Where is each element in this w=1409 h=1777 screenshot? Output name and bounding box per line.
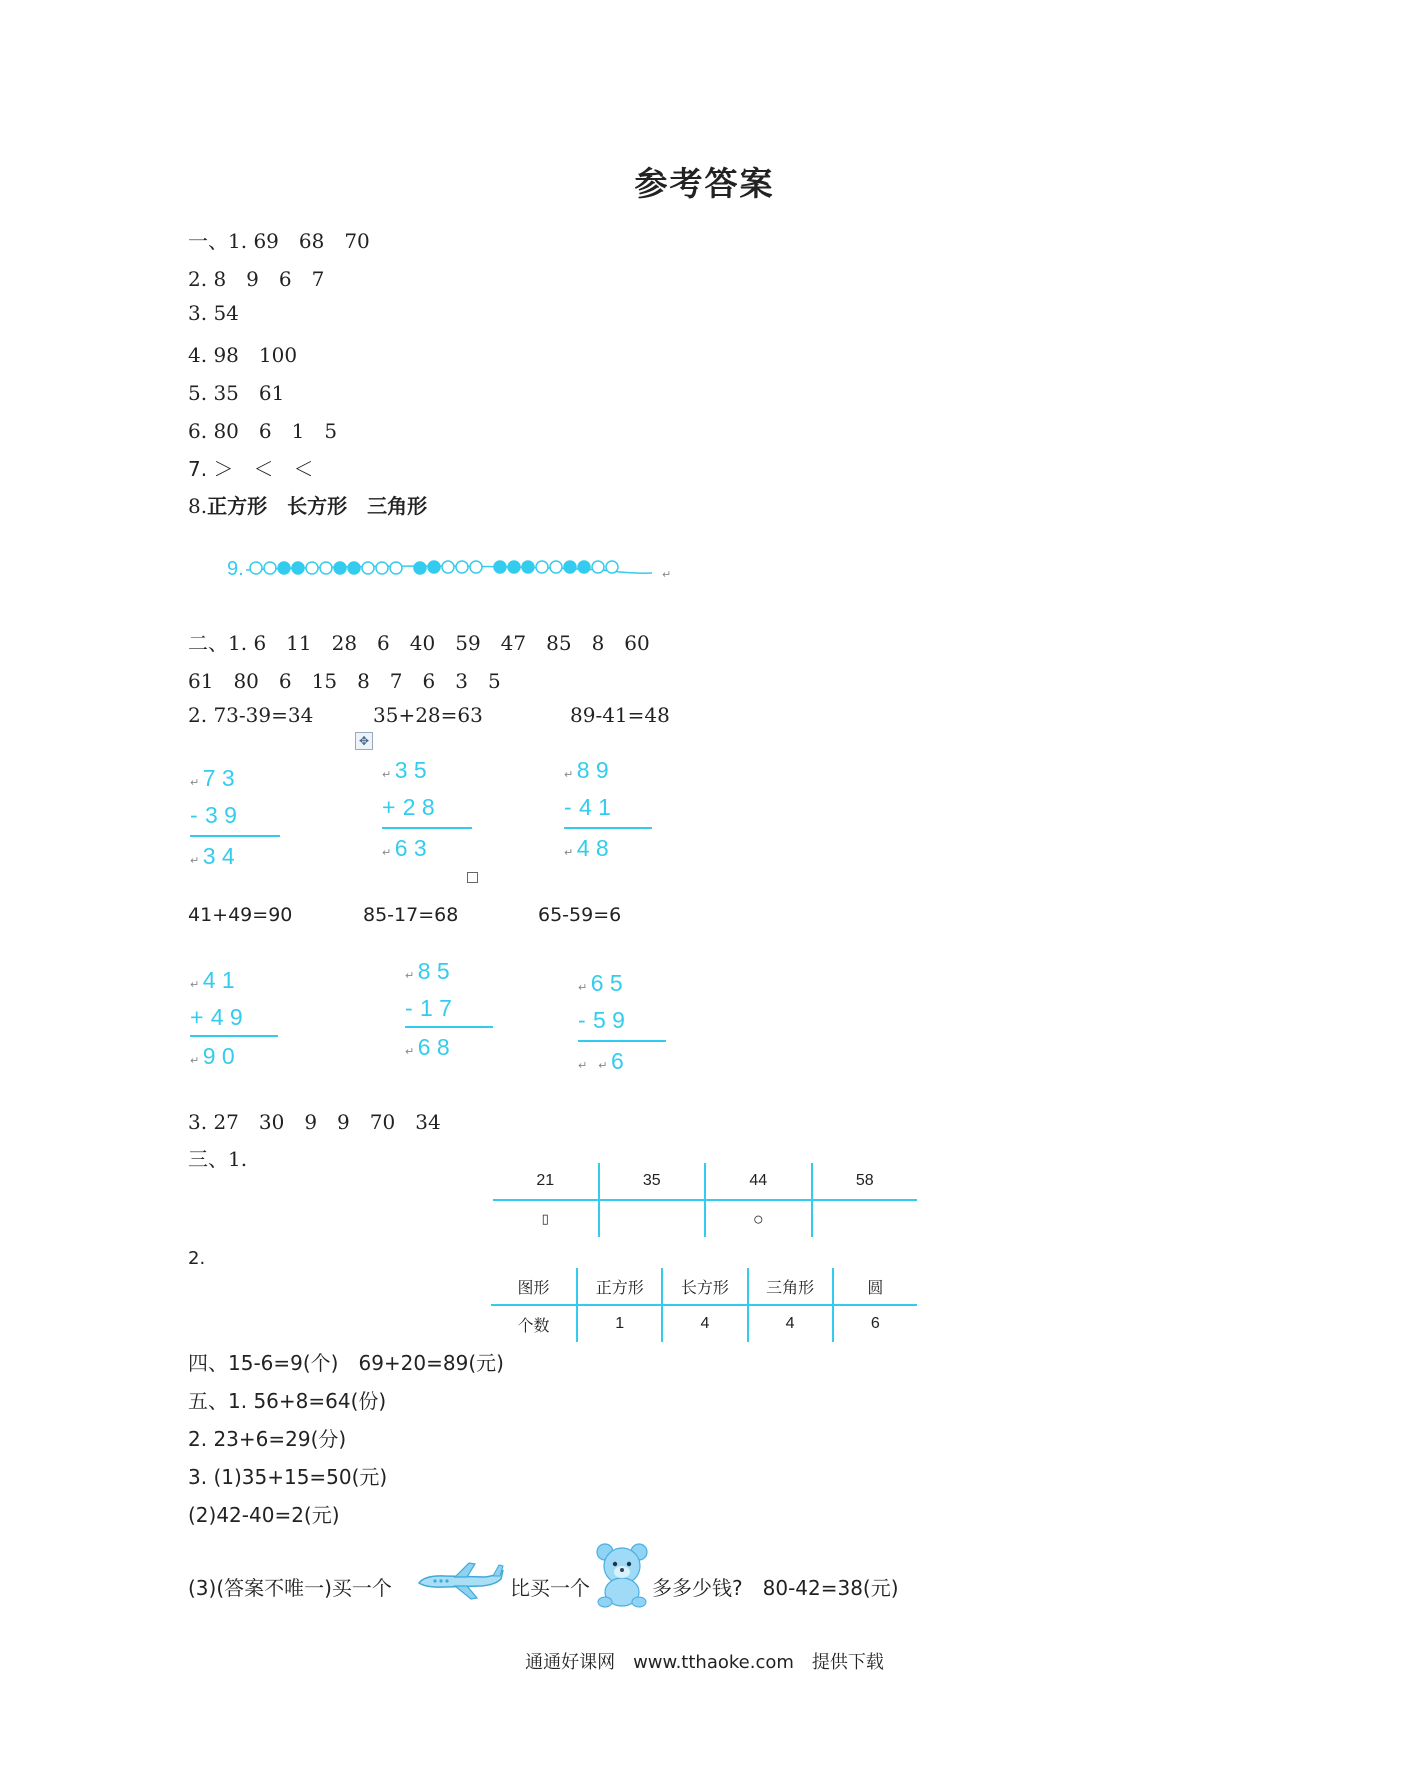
calc-result-digits: 4 8 <box>576 835 609 861</box>
calc-result <box>190 1043 235 1073</box>
table-cell: 21 <box>493 1163 599 1200</box>
sec2-line1a: 二、1. 6 11 28 6 40 59 47 85 8 60 <box>188 631 650 655</box>
page-title: 参考答案 <box>634 164 775 203</box>
calc-mid <box>382 794 435 824</box>
sec2-line1b: 61 80 6 15 8 7 6 3 5 <box>188 669 501 693</box>
calc-operator: + <box>382 794 396 820</box>
calc-mid <box>564 794 611 824</box>
calc-mid-digits: 3 9 <box>204 802 237 828</box>
bead-filled <box>348 562 360 574</box>
sec1-line8 <box>188 490 427 519</box>
bead-label: 9. <box>227 558 244 580</box>
bead-filled <box>522 561 534 573</box>
calc-mid-digits: 5 9 <box>592 1007 625 1033</box>
bead-filled <box>428 561 440 573</box>
sec5-line5c: 多多少钱? 80-42=38(元) <box>652 1576 899 1600</box>
calc-top <box>382 757 427 787</box>
calc-top <box>405 958 450 988</box>
return-mark: ↵ <box>578 981 591 994</box>
equation-1: 2. 73-39=34 <box>188 703 314 727</box>
table-cell: 个数 <box>491 1305 577 1342</box>
bead-empty <box>306 562 318 574</box>
bead-filled <box>494 561 506 573</box>
bead-empty <box>536 561 548 573</box>
calc-result-digits: 6 8 <box>417 1034 450 1060</box>
return-mark: ↵ <box>564 846 577 859</box>
sec1-line2: 2. 8 9 6 7 <box>188 267 325 291</box>
airplane-icon <box>415 1555 507 1605</box>
table-cell: 正方形 <box>577 1268 662 1305</box>
calc-operator: + <box>190 1004 204 1030</box>
sec1-line5: 5. 35 61 <box>188 381 285 405</box>
table-cell: 4 <box>748 1305 833 1342</box>
calc-top-digits: 7 3 <box>202 765 235 791</box>
number-table-row <box>493 1200 917 1237</box>
sec5-line4: (2)42-40=2(元) <box>188 1503 340 1527</box>
calc-operator: - <box>564 794 572 820</box>
calc-result-digits: 6 3 <box>394 835 427 861</box>
bead-filled <box>564 561 576 573</box>
calc-top-digits: 3 5 <box>394 757 427 783</box>
bead-empty <box>442 561 454 573</box>
bead-empty <box>376 562 388 574</box>
calc-rule <box>578 1040 666 1042</box>
return-mark: ↵ <box>382 846 395 859</box>
calc-result <box>382 835 427 865</box>
return-mark: ↵ <box>382 768 395 781</box>
calc-mid <box>190 1004 243 1034</box>
calc-top-digits: 8 9 <box>576 757 609 783</box>
table-cell: 圆 <box>833 1268 917 1305</box>
calc-mid-digits: 4 9 <box>210 1004 243 1030</box>
calc-mid-digits: 2 8 <box>402 794 435 820</box>
calc-rule <box>382 827 472 829</box>
calc-rule <box>190 1035 278 1037</box>
sec5-line5a: (3)(答案不唯一)买一个 <box>188 1576 392 1600</box>
calc-mid <box>405 995 452 1025</box>
return-mark: ↵ <box>190 854 203 867</box>
calc-result <box>564 835 609 865</box>
bead-diagram <box>222 548 682 588</box>
calc-top-digits: 6 5 <box>590 970 623 996</box>
return-mark: ↵ <box>405 1045 418 1058</box>
calc-top <box>190 765 235 795</box>
sec5-line2: 2. 23+6=29(分) <box>188 1427 347 1451</box>
equation-4: 41+49=90 <box>188 904 293 926</box>
calc-top <box>578 970 623 1000</box>
bead-string <box>222 548 682 588</box>
table-cell: 44 <box>705 1163 812 1200</box>
sec3-line2: 2. <box>188 1248 206 1269</box>
table-cell: 长方形 <box>662 1268 747 1305</box>
bead-empty <box>456 561 468 573</box>
calc-result <box>405 1034 450 1064</box>
return-mark: ↵ ↵ <box>578 1059 611 1072</box>
footer-credit: 通通好课网 www.tthaoke.com 提供下载 <box>525 1652 884 1673</box>
table-cell: 4 <box>662 1305 747 1342</box>
return-mark: ↵ <box>405 969 418 982</box>
calc-mid-digits: 1 7 <box>419 995 452 1021</box>
table-cell: ○ <box>705 1200 812 1237</box>
table-cell: ▯ <box>493 1200 599 1237</box>
return-mark: ↵ <box>190 1054 203 1067</box>
bead-filled <box>508 561 520 573</box>
calc-operator: - <box>405 995 413 1021</box>
table-cell: 58 <box>812 1163 918 1200</box>
bead-filled <box>292 562 304 574</box>
calc-rule <box>564 827 652 829</box>
sec1-line4: 4. 98 100 <box>188 343 298 367</box>
table-cell <box>812 1200 918 1237</box>
bead-filled <box>414 562 426 574</box>
table-cell <box>599 1200 706 1237</box>
bead-empty <box>362 562 374 574</box>
return-mark: ↵ <box>564 768 577 781</box>
calc-top-digits: 8 5 <box>417 958 450 984</box>
bead-empty <box>390 562 402 574</box>
shape-table-head <box>491 1268 917 1305</box>
sec2-line3: 3. 27 30 9 9 70 34 <box>188 1110 441 1134</box>
table-move-handle-icon[interactable]: ✥ <box>355 732 373 750</box>
number-table-head <box>493 1163 917 1200</box>
sec5-line3: 3. (1)35+15=50(元) <box>188 1465 388 1489</box>
equation-2: 35+28=63 <box>373 703 483 727</box>
bead-filled <box>278 562 290 574</box>
shape-table-row <box>491 1305 917 1342</box>
table-cell: 三角形 <box>748 1268 833 1305</box>
calc-rule <box>405 1026 493 1028</box>
calc-mid <box>190 802 237 832</box>
bead-empty <box>592 561 604 573</box>
shape-count-table <box>491 1268 917 1342</box>
calc-result <box>578 1048 624 1078</box>
bead-empty <box>470 561 482 573</box>
return-mark: ↵ <box>190 978 203 991</box>
table-cell: 图形 <box>491 1268 577 1305</box>
return-mark: ↵ <box>190 776 203 789</box>
resize-handle-icon[interactable] <box>467 872 478 883</box>
calc-result <box>190 843 235 873</box>
calc-result-digits: 3 4 <box>202 843 235 869</box>
sec5-line1: 五、1. 56+8=64(份) <box>188 1389 387 1413</box>
sec1-line7: 7. ＞ ＜ ＜ <box>188 457 314 481</box>
sec1-line8-num: 8. <box>188 494 208 518</box>
sec5-line5b: 比买一个 <box>510 1576 590 1600</box>
calc-mid <box>578 1007 625 1037</box>
table-cell: 1 <box>577 1305 662 1342</box>
calc-top-digits: 4 1 <box>202 967 235 993</box>
bead-empty <box>264 562 276 574</box>
table-cell: 35 <box>599 1163 706 1200</box>
calc-operator: - <box>578 1007 586 1033</box>
equation-3: 89-41=48 <box>570 703 670 727</box>
sec3-line1: 三、1. <box>188 1147 248 1171</box>
calc-result-digits: 9 0 <box>202 1043 235 1069</box>
calc-mid-digits: 4 1 <box>578 794 611 820</box>
table-cell: 6 <box>870 1315 880 1332</box>
calc-result-digits: 6 <box>610 1048 624 1074</box>
bead-empty <box>550 561 562 573</box>
return-mark: ↵ <box>662 568 672 581</box>
sec1-line6: 6. 80 6 1 5 <box>188 419 338 443</box>
calc-operator: - <box>190 802 198 828</box>
bead-empty <box>320 562 332 574</box>
equation-6: 65-59=6 <box>538 904 622 926</box>
sec4-line1: 四、15-6=9(个) 69+20=89(元) <box>188 1351 504 1375</box>
sec1-line8-shapes: 正方形 长方形 三角形 <box>207 494 428 518</box>
sec1-line3: 3. 54 <box>188 301 239 325</box>
bead-empty <box>606 561 618 573</box>
bead-filled <box>578 561 590 573</box>
calc-rule <box>190 835 280 837</box>
bead-empty <box>250 562 262 574</box>
number-table <box>493 1163 917 1237</box>
equation-5: 85-17=68 <box>363 904 459 926</box>
teddy-bear-icon <box>593 1542 651 1608</box>
sec1-line1: 一、1. 69 68 70 <box>188 229 370 253</box>
calc-top <box>190 967 235 997</box>
calc-top <box>564 757 609 787</box>
bead-filled <box>334 562 346 574</box>
